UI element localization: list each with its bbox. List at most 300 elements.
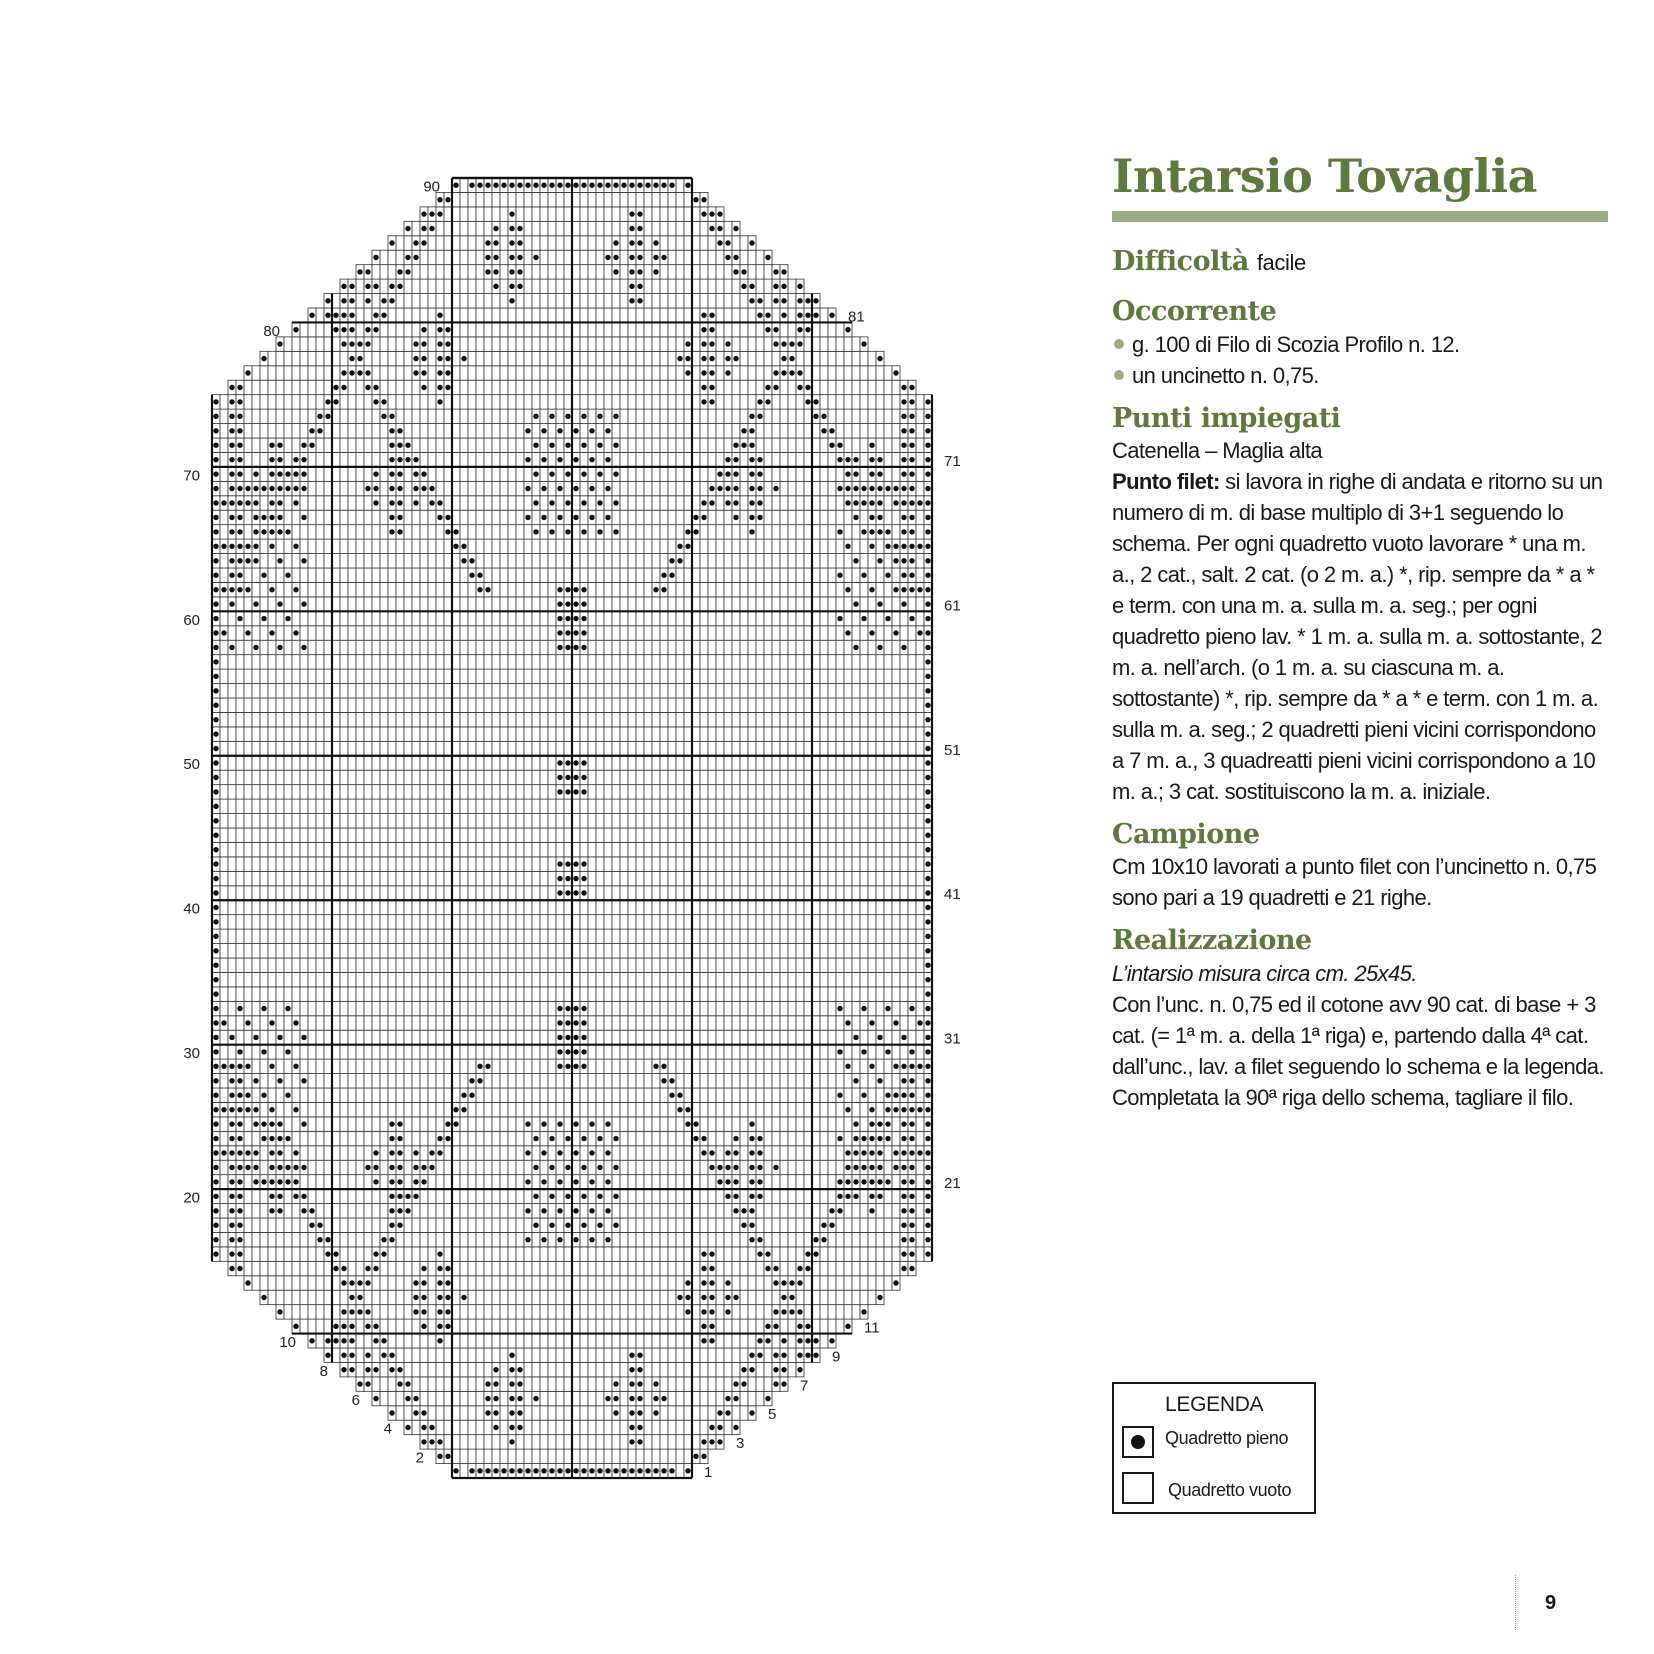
chart-cell [628, 1189, 636, 1203]
chart-cell [236, 727, 244, 741]
chart-cell [732, 871, 740, 885]
chart-cell [756, 1377, 764, 1391]
chart-cell [764, 626, 772, 640]
chart-cell [540, 842, 548, 856]
chart-cell [764, 929, 772, 943]
chart-cell [612, 611, 620, 625]
chart-cell [404, 871, 412, 885]
chart-cell [460, 756, 468, 770]
chart-cell [500, 1232, 508, 1246]
chart-cell [436, 1377, 444, 1391]
chart-cell [780, 640, 788, 654]
chart-cell [492, 814, 500, 828]
chart-cell [500, 814, 508, 828]
chart-cell [652, 1420, 660, 1434]
chart-cell [748, 669, 756, 683]
chart-cell [748, 915, 756, 929]
chart-cell [620, 1319, 628, 1333]
chart-cell [740, 1276, 748, 1290]
chart-cell [780, 1102, 788, 1116]
chart-cell [276, 698, 284, 712]
chart-cell [676, 915, 684, 929]
chart-cell [540, 1189, 548, 1203]
chart-cell [660, 857, 668, 871]
chart-cell [724, 1232, 732, 1246]
chart-cell [700, 828, 708, 842]
chart-cell [556, 1435, 564, 1449]
chart-cell [364, 669, 372, 683]
chart-cell [236, 1030, 244, 1044]
chart-cell [372, 1377, 380, 1391]
chart-cell [444, 1348, 452, 1362]
chart-cell [420, 958, 428, 972]
chart-cell [604, 741, 612, 755]
chart-cell [596, 655, 604, 669]
chart-cell [356, 1319, 364, 1333]
chart-cell [660, 770, 668, 784]
chart-cell [548, 1175, 556, 1189]
chart-cell [660, 1406, 668, 1420]
chart-cell [348, 1189, 356, 1203]
chart-cell [908, 698, 916, 712]
chart-cell [748, 727, 756, 741]
chart-cell [780, 655, 788, 669]
chart-cell [396, 900, 404, 914]
chart-cell [788, 929, 796, 943]
chart-cell [220, 611, 228, 625]
chart-cell [892, 857, 900, 871]
chart-cell [364, 1131, 372, 1145]
chart-cell [532, 1088, 540, 1102]
chart-cell [852, 929, 860, 943]
chart-cell [820, 1290, 828, 1304]
chart-cell [268, 712, 276, 726]
chart-cell [236, 1016, 244, 1030]
chart-cell [852, 669, 860, 683]
chart-cell [876, 727, 884, 741]
chart-cell [892, 900, 900, 914]
chart-cell [636, 1449, 644, 1463]
chart-cell [644, 727, 652, 741]
chart-cell [356, 611, 364, 625]
chart-cell [484, 785, 492, 799]
chart-cell [740, 1088, 748, 1102]
chart-cell [524, 1406, 532, 1420]
chart-cell [420, 727, 428, 741]
chart-cell [732, 842, 740, 856]
chart-cell [452, 1204, 460, 1218]
chart-cell [524, 684, 532, 698]
chart-cell [372, 597, 380, 611]
chart-cell [532, 944, 540, 958]
chart-cell [364, 1074, 372, 1088]
chart-cell [708, 1001, 716, 1015]
chart-cell [492, 842, 500, 856]
chart-cell [668, 1391, 676, 1405]
chart-cell [372, 972, 380, 986]
chart-cell [316, 611, 324, 625]
chart-cell [684, 987, 692, 1001]
chart-cell [452, 684, 460, 698]
chart-cell [300, 1247, 308, 1261]
chart-cell [540, 626, 548, 640]
chart-cell [740, 814, 748, 828]
chart-cell [612, 1449, 620, 1463]
chart-cell [628, 929, 636, 943]
chart-cell [892, 886, 900, 900]
chart-cell [836, 814, 844, 828]
chart-cell [348, 655, 356, 669]
chart-cell [244, 698, 252, 712]
chart-cell [516, 944, 524, 958]
chart-cell [244, 1189, 252, 1203]
chart-cell [700, 1117, 708, 1131]
chart-cell [388, 814, 396, 828]
chart-cell [892, 655, 900, 669]
chart-cell [636, 828, 644, 842]
chart-cell [492, 1232, 500, 1246]
chart-cell [300, 799, 308, 813]
chart-cell [652, 785, 660, 799]
chart-cell [428, 785, 436, 799]
chart-cell [676, 1117, 684, 1131]
chart-cell [836, 626, 844, 640]
chart-cell [332, 640, 340, 654]
chart-cell [804, 828, 812, 842]
chart-cell [884, 1189, 892, 1203]
chart-cell [332, 1290, 340, 1304]
chart-cell [812, 1146, 820, 1160]
chart-cell [524, 1420, 532, 1434]
chart-cell [556, 1406, 564, 1420]
chart-cell [308, 669, 316, 683]
chart-cell [740, 611, 748, 625]
chart-cell [468, 1016, 476, 1030]
chart-cell [580, 727, 588, 741]
chart-cell [852, 958, 860, 972]
chart-cell [700, 1189, 708, 1203]
chart-cell [796, 741, 804, 755]
chart-cell [812, 972, 820, 986]
chart-cell [540, 698, 548, 712]
chart-cell [316, 1189, 324, 1203]
chart-cell [644, 1189, 652, 1203]
chart-cell [780, 987, 788, 1001]
chart-cell [372, 1232, 380, 1246]
chart-cell [508, 958, 516, 972]
chart-cell [548, 640, 556, 654]
chart-cell [588, 1406, 596, 1420]
chart-cell [716, 1189, 724, 1203]
chart-cell [524, 1074, 532, 1088]
chart-cell [420, 597, 428, 611]
chart-cell [500, 1420, 508, 1434]
chart-cell [660, 1102, 668, 1116]
chart-cell [700, 1030, 708, 1044]
chart-cell [364, 828, 372, 842]
chart-cell [732, 814, 740, 828]
chart-cell [548, 1117, 556, 1131]
chart-cell [668, 944, 676, 958]
chart-cell [364, 1146, 372, 1160]
chart-cell [844, 655, 852, 669]
chart-cell [676, 857, 684, 871]
chart-cell [852, 727, 860, 741]
chart-cell [804, 1218, 812, 1232]
chart-cell [268, 756, 276, 770]
chart-cell [868, 1045, 876, 1059]
chart-cell [716, 842, 724, 856]
chart-cell [452, 698, 460, 712]
chart-cell [900, 842, 908, 856]
chart-cell [532, 1247, 540, 1261]
chart-cell [260, 669, 268, 683]
chart-cell [740, 987, 748, 1001]
chart-cell [572, 1449, 580, 1463]
chart-cell [636, 1088, 644, 1102]
chart-cell [884, 842, 892, 856]
chart-cell [300, 770, 308, 784]
chart-cell [556, 727, 564, 741]
chart-cell [524, 915, 532, 929]
chart-cell [492, 972, 500, 986]
chart-cell [572, 1362, 580, 1376]
chart-cell [348, 842, 356, 856]
chart-cell [308, 1290, 316, 1304]
chart-cell [516, 1435, 524, 1449]
chart-cell [716, 1290, 724, 1304]
chart-cell [844, 857, 852, 871]
chart-cell [468, 1247, 476, 1261]
chart-cell [612, 1102, 620, 1116]
chart-cell [620, 1131, 628, 1145]
chart-cell [540, 1362, 548, 1376]
chart-cell [828, 1045, 836, 1059]
chart-cell [668, 1319, 676, 1333]
chart-cell [532, 972, 540, 986]
chart-cell [228, 741, 236, 755]
chart-cell [892, 1074, 900, 1088]
chart-cell [692, 1189, 700, 1203]
chart-cell [348, 597, 356, 611]
chart-cell [260, 712, 268, 726]
chart-cell [580, 1146, 588, 1160]
chart-cell [652, 756, 660, 770]
chart-cell [900, 727, 908, 741]
chart-cell [508, 1334, 516, 1348]
chart-cell [652, 929, 660, 943]
chart-cell [676, 1247, 684, 1261]
chart-cell [540, 1102, 548, 1116]
chart-cell [612, 597, 620, 611]
chart-cell [844, 886, 852, 900]
chart-cell [660, 712, 668, 726]
chart-cell [716, 900, 724, 914]
chart-cell [348, 1045, 356, 1059]
chart-cell [812, 640, 820, 654]
chart-cell [404, 770, 412, 784]
chart-cell [700, 597, 708, 611]
chart-cell [700, 1001, 708, 1015]
chart-cell [556, 900, 564, 914]
chart-cell [364, 915, 372, 929]
chart-cell [556, 1305, 564, 1319]
chart-cell [508, 842, 516, 856]
chart-cell [436, 1117, 444, 1131]
chart-cell [708, 1391, 716, 1405]
chart-cell [788, 712, 796, 726]
chart-cell [796, 1175, 804, 1189]
chart-cell [644, 1175, 652, 1189]
chart-cell [540, 1160, 548, 1174]
chart-cell [748, 1305, 756, 1319]
chart-cell [348, 1117, 356, 1131]
chart-cell [372, 1102, 380, 1116]
chart-cell [756, 626, 764, 640]
chart-cell [284, 756, 292, 770]
chart-cell [604, 1131, 612, 1145]
chart-cell [220, 1218, 228, 1232]
chart-cell [596, 597, 604, 611]
chart-cell [380, 785, 388, 799]
chart-cell [452, 741, 460, 755]
chart-cell [716, 741, 724, 755]
chart-cell [380, 987, 388, 1001]
chart-cell [268, 1247, 276, 1261]
chart-cell [548, 756, 556, 770]
chart-cell [300, 871, 308, 885]
chart-cell [332, 1348, 340, 1362]
chart-cell [772, 611, 780, 625]
chart-cell [356, 1059, 364, 1073]
chart-cell [348, 814, 356, 828]
chart-cell [628, 944, 636, 958]
chart-cell [844, 770, 852, 784]
chart-cell [620, 1102, 628, 1116]
chart-cell [564, 1117, 572, 1131]
chart-cell [228, 929, 236, 943]
chart-cell [436, 785, 444, 799]
chart-cell [276, 1276, 284, 1290]
chart-cell [436, 799, 444, 813]
chart-cell [836, 640, 844, 654]
chart-cell [588, 1276, 596, 1290]
chart-cell [660, 756, 668, 770]
chart-cell [588, 799, 596, 813]
chart-cell [468, 828, 476, 842]
chart-cell [716, 1247, 724, 1261]
chart-cell [516, 972, 524, 986]
chart-cell [796, 842, 804, 856]
chart-cell [828, 929, 836, 943]
chart-cell [892, 1218, 900, 1232]
chart-cell [332, 1146, 340, 1160]
chart-cell [892, 669, 900, 683]
chart-cell [668, 987, 676, 1001]
chart-cell [836, 1276, 844, 1290]
chart-cell [268, 1261, 276, 1275]
chart-cell [412, 727, 420, 741]
chart-cell [788, 655, 796, 669]
chart-cell [564, 1377, 572, 1391]
chart-cell [916, 727, 924, 741]
chart-cell [508, 611, 516, 625]
chart-cell [252, 929, 260, 943]
chart-cell [860, 1204, 868, 1218]
chart-cell [308, 915, 316, 929]
chart-cell [684, 799, 692, 813]
chart-cell [436, 640, 444, 654]
chart-cell [292, 1088, 300, 1102]
chart-cell [292, 741, 300, 755]
chart-cell [724, 1131, 732, 1145]
chart-cell [580, 1377, 588, 1391]
chart-cell [660, 1232, 668, 1246]
chart-cell [524, 799, 532, 813]
chart-cell [692, 900, 700, 914]
chart-cell [372, 684, 380, 698]
chart-cell [612, 1074, 620, 1088]
chart-cell [404, 944, 412, 958]
chart-cell [228, 626, 236, 640]
chart-cell [460, 1204, 468, 1218]
chart-cell [916, 611, 924, 625]
chart-cell [300, 655, 308, 669]
chart-cell [276, 871, 284, 885]
chart-cell [692, 611, 700, 625]
chart-cell [644, 655, 652, 669]
chart-cell [804, 712, 812, 726]
chart-cell [260, 655, 268, 669]
chart-cell [884, 741, 892, 755]
chart-cell [868, 972, 876, 986]
chart-cell [868, 828, 876, 842]
chart-cell [460, 1420, 468, 1434]
chart-cell [788, 958, 796, 972]
chart-cell [452, 958, 460, 972]
chart-cell [772, 1117, 780, 1131]
chart-cell [540, 1348, 548, 1362]
chart-cell [300, 1232, 308, 1246]
chart-cell [756, 1218, 764, 1232]
chart-cell [364, 1189, 372, 1203]
chart-cell [420, 929, 428, 943]
chart-cell [636, 1001, 644, 1015]
chart-cell [660, 1016, 668, 1030]
chart-cell [892, 814, 900, 828]
chart-cell [308, 1045, 316, 1059]
chart-cell [812, 958, 820, 972]
chart-cell [436, 1059, 444, 1073]
chart-cell [364, 900, 372, 914]
chart-cell [412, 1030, 420, 1044]
chart-cell [644, 1001, 652, 1015]
chart-cell [884, 929, 892, 943]
chart-cell [364, 1045, 372, 1059]
chart-cell [620, 1261, 628, 1275]
chart-cell [828, 799, 836, 813]
chart-cell [460, 727, 468, 741]
chart-cell [540, 1261, 548, 1275]
chart-cell [500, 640, 508, 654]
chart-cell [324, 785, 332, 799]
chart-cell [708, 1131, 716, 1145]
chart-cell [516, 1045, 524, 1059]
chart-cell [636, 814, 644, 828]
chart-cell [716, 871, 724, 885]
chart-cell [468, 900, 476, 914]
chart-cell [220, 1189, 228, 1203]
